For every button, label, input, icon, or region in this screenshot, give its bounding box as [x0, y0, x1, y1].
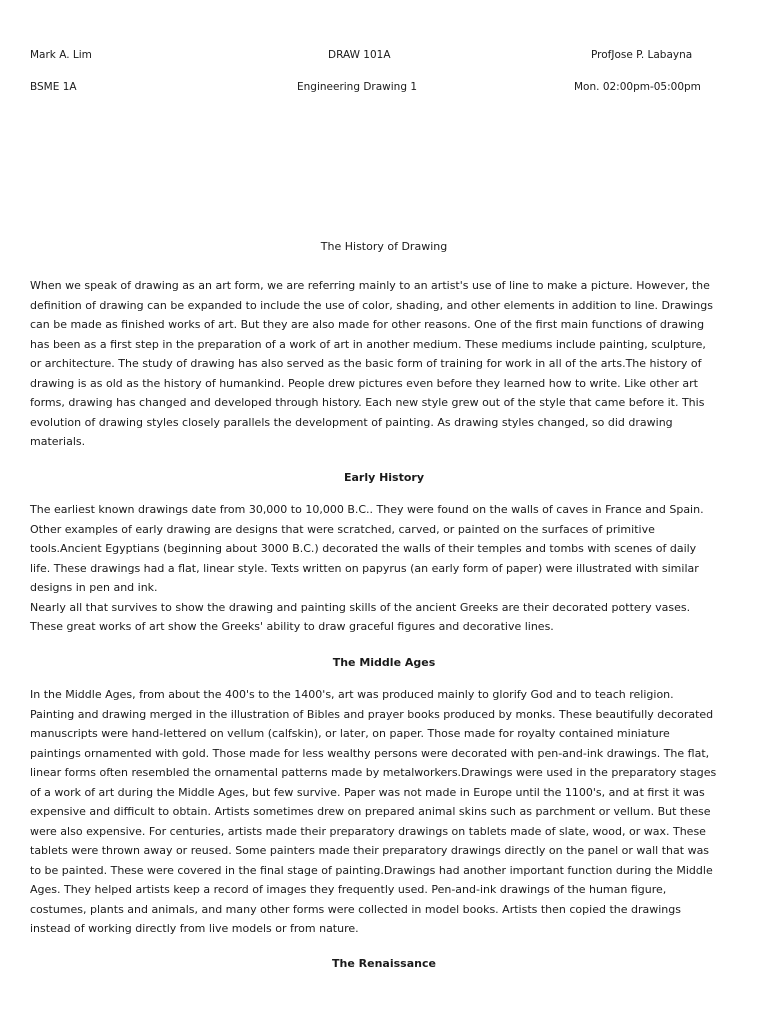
text-line: linear forms often resembled the ornamental patterns made by metalworkers.Drawings were used in the preparatory stages — [30, 766, 717, 779]
program-label: BSME 1A — [30, 81, 77, 93]
text-line: forms, drawing has changed and developed through history. Each new style grew out of the style that came before it. This — [30, 396, 705, 409]
document-title: The History of Drawing — [320, 240, 448, 253]
text-line: manuscripts were hand-lettered on vellum (calfskin), or later, on paper. Those made for royalty contained miniature — [30, 727, 670, 740]
student-name: Mark A. Lim — [30, 49, 92, 61]
text-line: has been as a first step in the preparation of a work of art in another medium. These mediums include painting, sculpture, — [30, 337, 706, 351]
text-line: The earliest known drawings date from 30,000 to 10,000 B.C.. They were found on the walls of caves in France and Spain. — [30, 503, 704, 516]
text-line: Nearly all that survives to show the drawing and painting skills of the ancient Greeks are their decorated pottery vases. — [30, 600, 691, 614]
text-line: Other examples of early drawing are designs that were scratched, carved, or painted on the surfaces of primitive — [30, 522, 655, 536]
heading-renaissance: The Renaissance — [332, 957, 436, 970]
heading-early-history: Early History — [343, 471, 425, 484]
text-line: Ages. They helped artists keep a record of images they frequently used. Pen-and-ink drawings of the human figure, — [30, 883, 667, 896]
text-line: paintings ornamented with gold. Those made for less wealthy persons were decorated with pen-and-ink drawings. The flat, — [30, 746, 710, 760]
text-line: These great works of art show the Greeks' ability to draw graceful figures and decorative lines. — [30, 620, 554, 633]
text-line: were also expensive. For centuries, artists made their preparatory drawings on tablets made of slate, wood, or wax. These — [30, 824, 706, 838]
heading-middle-ages: The Middle Ages — [332, 656, 436, 669]
text-line: tools.Ancient Egyptians (beginning about 3000 B.C.) decorated the walls of their temples and tombs with scenes of daily — [30, 542, 697, 555]
text-line: costumes, plants and animals, and many other forms were collected in model books. Artists then copied the drawings — [30, 902, 681, 916]
text-line: instead of working directly from live models or from nature. — [30, 922, 359, 935]
course-title: Engineering Drawing 1 — [297, 81, 418, 93]
class-schedule: Mon. 02:00pm-05:00pm — [574, 81, 701, 93]
text-line: evolution of drawing styles closely parallels the development of painting. As drawing styles changed, so did drawing — [30, 415, 673, 429]
text-line: drawing is as old as the history of humankind. People drew pictures even before they learned how to write. Like other art — [30, 376, 698, 390]
text-line: of a work of art during the Middle Ages, but few survive. Paper was not made in Europe until the 1100's, and at first it was — [30, 785, 705, 799]
professor-name: ProfJose P. Labayna — [591, 49, 693, 61]
text-line: or architecture. The study of drawing has also served as the basic form of training for work in all of the arts.The history of — [30, 357, 702, 370]
text-line: can be made as finished works of art. But they are also made for other reasons. One of the first main functions of drawing — [30, 318, 705, 331]
text-line: definition of drawing can be expanded to include the use of color, shading, and other elements in addition to line. Drawings — [30, 298, 713, 312]
text-line: tablets were thrown away or reused. Some painters made their preparatory drawings directly on the panel or wall that was — [30, 844, 710, 857]
text-line: to be painted. These were covered in the final stage of painting.Drawings had another important function during the Middle — [30, 863, 713, 877]
text-line: When we speak of drawing as an art form, we are referring mainly to an artist's use of line to make a picture. However, the — [30, 279, 710, 292]
text-line: expensive and difficult to obtain. Artists sometimes drew on prepared animal skins such as parchment or vellum. But these — [30, 805, 711, 818]
intro-paragraph — [30, 276, 742, 452]
text-line: life. These drawings had a flat, linear style. Texts written on papyrus (an early form of paper) were illustrated with similar — [30, 561, 699, 575]
middle-ages-paragraph — [30, 685, 742, 939]
text-line: designs in pen and ink. — [30, 581, 158, 594]
course-code: DRAW 101A — [328, 49, 391, 61]
text-line: In the Middle Ages, from about the 400's to the 1400's, art was produced mainly to glorify God and to teach religion. — [30, 688, 674, 701]
early-history-paragraph — [30, 500, 742, 637]
text-line: Painting and drawing merged in the illustration of Bibles and prayer books produced by monks. These beautifully decorated — [30, 707, 714, 721]
text-line: materials. — [30, 435, 86, 448]
